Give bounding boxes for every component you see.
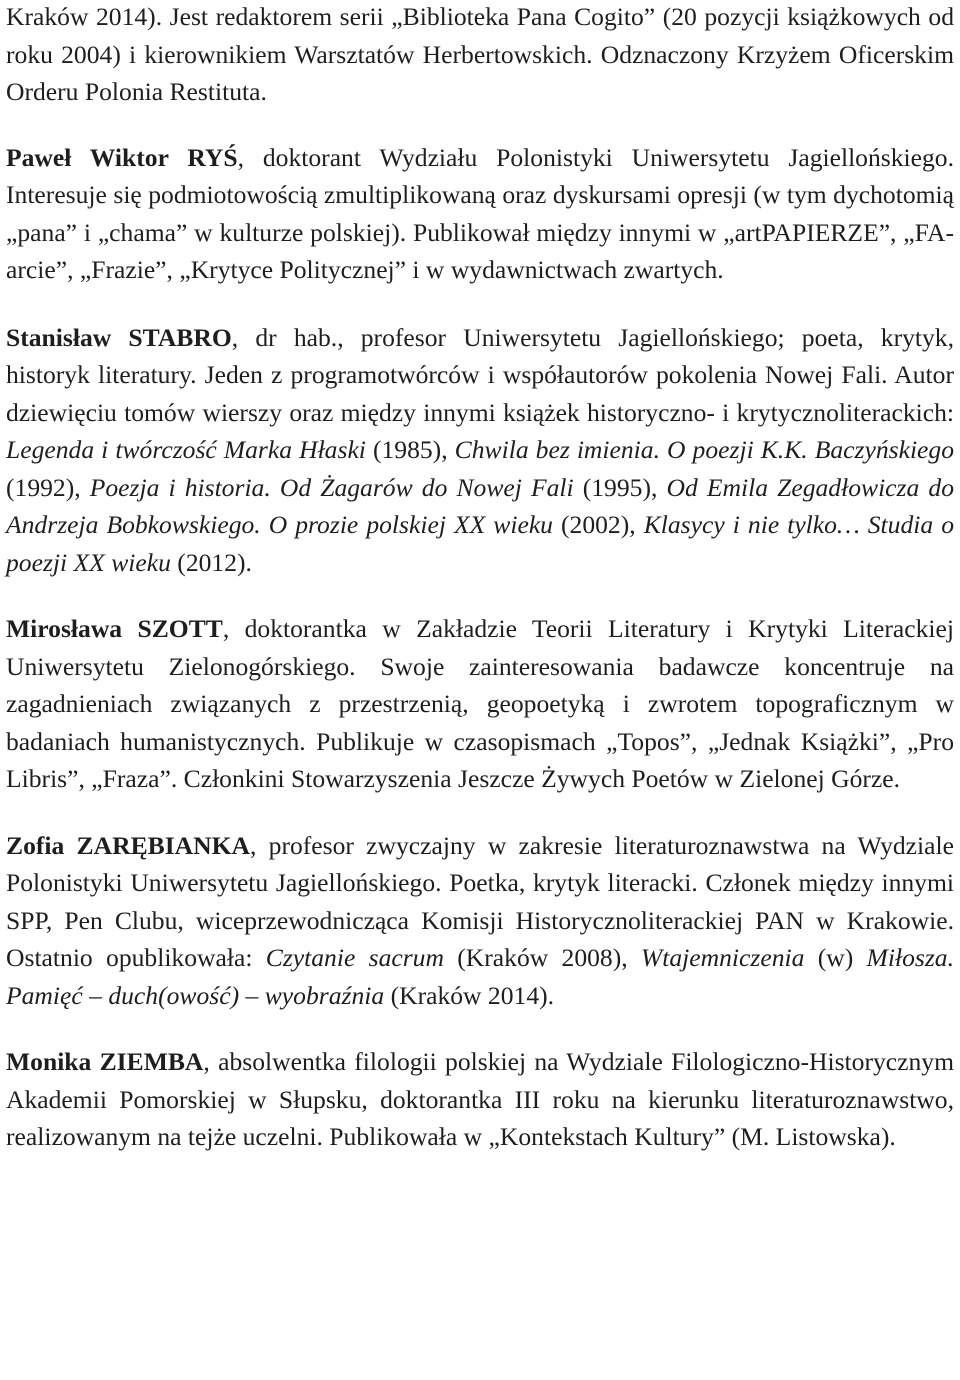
book-title: Klasycy i nie tylko… Studia o poezji XX wieku — [6, 510, 954, 577]
text-run: , doktorant Wydziału Polonistyki Uniwersytetu Jagiellońskiego. Interesuje się podmiotowością zmultiplikowaną oraz dyskursami opresji (w tym dychotomią „pana” i „chama” w kulturze polskiej). Publikował między innymi w „artPAPIERZE”, „FA-arcie”, „Frazie”, „Krytyce Politycznej” i w wydawnictwach zwartych. — [6, 142, 954, 284]
text-run: (w) — [804, 943, 867, 972]
paragraph-bio-rys — [6, 139, 954, 289]
author-name: Monika ZIEMBA — [6, 1047, 204, 1076]
text-run: (1995), — [573, 472, 667, 502]
text-run: , dr hab., profesor Uniwersytetu Jagiellońskiego; poeta, krytyk, historyk literatury. Jeden z programotwórców i współautorów pokolenia Nowej Fali. Autor dziewięciu tomów wierszy oraz między innymi książek historyczno- i krytycznoliterackich: — [6, 322, 954, 427]
book-title: Wtajemniczenia — [640, 943, 805, 972]
book-title: Chwila bez imienia. O poezji K.K. Baczyńskiego — [454, 435, 955, 464]
book-title: Od Emila Zegadłowicza do Andrzeja Bobkowskiego. O prozie polskiej XX wieku — [6, 472, 954, 539]
paragraph-bio-zarebianka — [6, 827, 954, 1015]
text-run: (1992), — [6, 472, 90, 502]
text-run: (2002), — [552, 510, 644, 539]
book-title: Legenda i twórczość Marka Hłaski — [6, 435, 366, 464]
author-name: Mirosława SZOTT — [6, 614, 223, 643]
book-title: Miłosza. Pamięć – duch(owość) – wyobraźnia — [6, 943, 954, 1010]
paragraph-intro-continuation — [6, 0, 954, 111]
text-run: (1985), — [365, 435, 455, 464]
paragraph-bio-stabro — [6, 319, 954, 582]
text-run: (Kraków 2014). — [384, 980, 555, 1010]
book-title: Poezja i historia. Od Żagarów do Nowej Fali — [89, 472, 574, 502]
author-name: Paweł Wiktor RYŚ — [6, 142, 238, 172]
text-run: , absolwentka filologii polskiej na Wydziale Filologiczno-Historycznym Akademii Pomorskiej w Słupsku, doktorantka III roku na kierunku literaturoznawstwo, realizowanym na tejże uczelni. Publikowała w „Kontekstach Kultury” (M. Listowska). — [6, 1047, 954, 1151]
book-title: Czytanie sacrum — [265, 943, 444, 972]
text-run: (2012). — [170, 547, 252, 577]
author-name: Zofia ZARĘBIANKA — [6, 830, 251, 860]
text-run: , profesor zwyczajny w zakresie literaturoznawstwa na Wydziale Polonistyki Uniwersytetu Jagiellońskiego. Poetka, krytyk literacki. Członek między innymi SPP, Pen Clubu, wiceprzewodnicząca Komisji Historycznoliterackiej PAN w Krakowie. Ostatnio opublikowała: — [6, 830, 954, 972]
text-run: (Kraków 2008), — [443, 943, 641, 972]
paragraph-bio-ziemba — [6, 1043, 954, 1156]
author-name: Stanisław STABRO — [6, 322, 232, 352]
text-run: , doktorantka w Zakładzie Teorii Literatury i Krytyki Literackiej Uniwersytetu Zielonogórskiego. Swoje zainteresowania badawcze koncentruje na zagadnieniach związanych z przestrzenią, geopoetyką i zwrotem topograficznym w badaniach humanistycznych. Publikuje w czasopismach „Topos”, „Jednak Książki”, „Pro Libris”, „Fraza”. Członkini Stowarzyszenia Jeszcze Żywych Poetów w Zielonej Górze. — [6, 614, 954, 793]
paragraph-bio-szott — [6, 610, 954, 798]
text-run: Kraków 2014). Jest redaktorem serii „Biblioteka Pana Cogito” (20 pozycji książkowych od roku 2004) i kierownikiem Warsztatów Herbertowskich. Odznaczony Krzyżem Oficerskim Orderu Polonia Restituta. — [6, 2, 954, 106]
